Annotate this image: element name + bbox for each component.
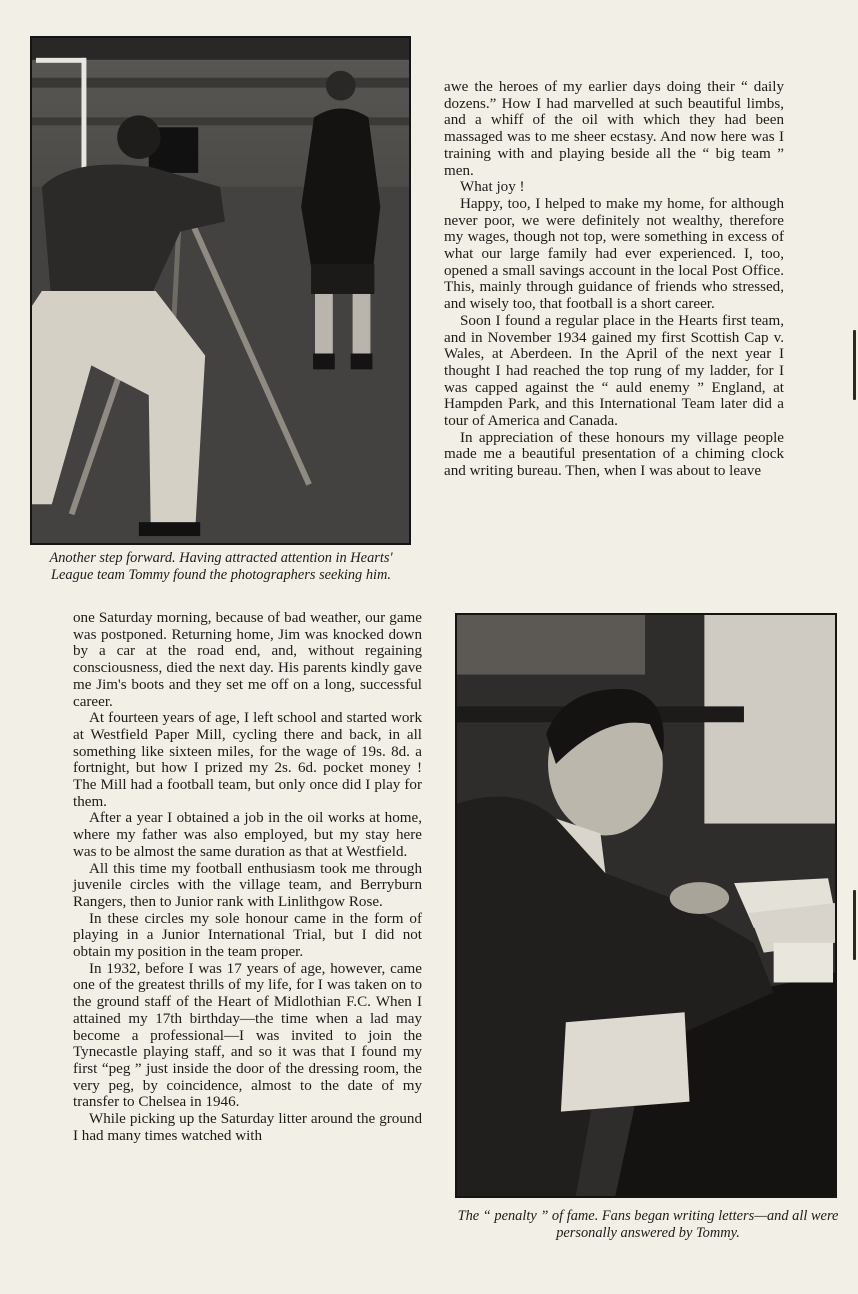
article-text-right-column [444, 79, 784, 480]
photo-2-caption: The “ penalty ” of fame. Fans began writing letters—and all were personally answered by Tommy. [457, 1208, 839, 1241]
paragraph: All this time my football enthusiasm took me through juvenile circles with the village team, and Berryburn Rangers, then to Junior rank with Linlithgow Rose. [73, 860, 422, 910]
paragraph: Soon I found a regular place in the Hearts first team, and in November 1934 gained my first Scottish Cap v. Wales, at Aberdeen. In the April of the next year I thought I had reached the top rung of my ladder, for I was capped against the “ auld enemy ” England, at Hampden Park, and this International Team later did a tour of America and Canada. [444, 312, 784, 430]
paragraph: What joy ! [460, 179, 525, 196]
photo-man-writing-letters [455, 613, 837, 1198]
page-edge-mark [853, 890, 856, 960]
paragraph: In 1932, before I was 17 years of age, however, came one of the greatest thrills of my life, for I was taken on to the ground staff of the Heart of Midlothian F.C. When I attained my 17th birthday—the time when a lad may become a professional—I was invited to join the Tynecastle playing staff, and so it was that I found my first “peg ” just inside the door of the dressing room, the very peg, by coincidence, almost to the date of my transfer to Chelsea in 1946. [73, 960, 422, 1111]
photo-1-caption: Another step forward. Having attracted attention in Hearts' League team Tommy found the photographers seeking him. [49, 550, 393, 583]
photo-cameraman-and-footballer [30, 36, 411, 545]
photo-2-illustration [457, 615, 835, 1196]
paragraph: While picking up the Saturday litter around the ground I had many times watched with [73, 1111, 422, 1144]
paragraph: In these circles my sole honour came in the form of playing in a Junior International Trial, but I did not obtain my position in the team proper. [73, 910, 422, 961]
paragraph: Happy, too, I helped to make my home, for although never poor, we were definitely not wealthy, therefore my wages, though not top, were something in excess of what our large family had ever experienced. I, too, opened a small savings account in the local Post Office. This, mainly through guidance of friends who stressed, and wisely too, that football is a short career. [444, 195, 784, 313]
paragraph: awe the heroes of my earlier days doing their “ daily dozens.” How I had marvelled at such beautiful limbs, and a whiff of the oil with which they had been massaged was to me sheer ecstasy. And now here was I training with and playing beside all the “ big team ” men. [444, 79, 784, 179]
page-edge-mark [853, 330, 856, 400]
photo-1-illustration [32, 38, 409, 543]
paragraph: In appreciation of these honours my village people made me a beautiful presentation of a chiming clock and writing bureau. Then, when I was about to leave [444, 429, 784, 480]
paragraph: At fourteen years of age, I left school and started work at Westfield Paper Mill, cycling there and back, in all something like sixteen miles, for the wage of 19s. 8d. a fortnight, but how I prized my 2s. 6d. pocket money ! The Mill had a football team, but only once did I play for them. [73, 710, 422, 810]
paragraph: After a year I obtained a job in the oil works at home, where my father was also employed, but my stay here was to be almost the same duration as that at Westfield. [73, 810, 422, 860]
article-text-left-column [73, 610, 422, 1145]
paragraph: one Saturday morning, because of bad weather, our game was postponed. Returning home, Jim was knocked down by a car at the road end, and, without regaining consciousness, died the next day. His parents kindly gave me Jim's boots and they set me off on a long, successful career. [73, 610, 422, 710]
